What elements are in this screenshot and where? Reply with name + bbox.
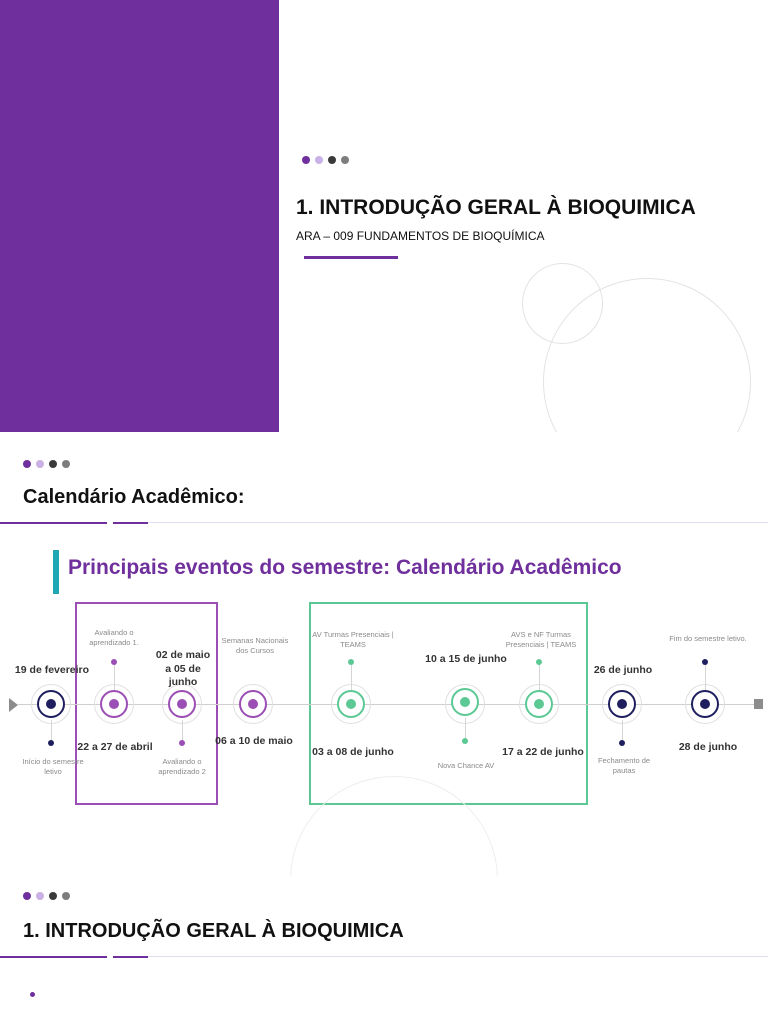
course-subtitle: ARA – 009 FUNDAMENTOS DE BIOQUÍMICA <box>296 229 545 243</box>
dot-purple <box>23 460 31 468</box>
event-date: 03 a 08 de junho <box>312 746 394 758</box>
timeline-node <box>239 690 267 718</box>
dot-gray <box>341 156 349 164</box>
heading-rule-short <box>113 956 148 958</box>
slide-dots-decoration <box>23 892 70 900</box>
timeline-node <box>525 690 553 718</box>
dot-purple <box>302 156 310 164</box>
title-underline <box>304 256 398 259</box>
event-label: AV Turmas Presenciais | TEAMS <box>312 630 394 649</box>
dot-dark <box>328 156 336 164</box>
timeline-node <box>608 690 636 718</box>
slide-dots-decoration <box>302 156 349 164</box>
heading-rule-left <box>0 956 107 958</box>
event-label: Avaliando o aprendizado 1. <box>89 628 139 647</box>
event-date: 28 de junho <box>678 741 738 753</box>
event-date: 10 a 15 de junho <box>425 653 507 665</box>
event-date: 19 de fevereiro <box>14 664 90 676</box>
calendar-slide <box>0 446 768 876</box>
event-label: Início do semestre letivo <box>22 757 84 776</box>
timeline-start-arrow <box>9 698 18 712</box>
heading-rule-thin <box>148 522 768 523</box>
dot-lavender <box>315 156 323 164</box>
dot-purple <box>23 892 31 900</box>
dot-dark <box>49 460 57 468</box>
timeline-end-marker <box>754 699 763 709</box>
dot-gray <box>62 892 70 900</box>
calendar-heading: Calendário Acadêmico: <box>23 486 245 508</box>
event-label: Fim do semestre letivo. <box>669 634 747 643</box>
event-date: 02 de maio a 05 de junho <box>155 649 211 689</box>
event-label: Semanas Nacionais dos Cursos <box>221 636 289 655</box>
dot-lavender <box>36 892 44 900</box>
event-date: 26 de junho <box>593 664 653 676</box>
dot-lavender <box>36 460 44 468</box>
timeline-node <box>691 690 719 718</box>
title-slide <box>0 0 768 432</box>
event-label: Avaliando o aprendizado 2 <box>158 757 206 776</box>
section-slide <box>0 878 768 1024</box>
banner-accent-bar <box>53 550 59 594</box>
heading-rule-thin <box>148 956 768 957</box>
dot-dark <box>49 892 57 900</box>
purple-side-panel <box>0 0 279 432</box>
event-label: Nova Chance AV <box>437 761 495 770</box>
timeline-node <box>168 690 196 718</box>
timeline-node <box>37 690 65 718</box>
timeline-node <box>451 688 479 716</box>
bullet-point <box>30 992 35 997</box>
dot-gray <box>62 460 70 468</box>
section-heading: 1. INTRODUÇÃO GERAL À BIOQUIMICA <box>23 920 404 942</box>
heading-rule-short <box>113 522 148 524</box>
slide-title: 1. INTRODUÇÃO GERAL À BIOQUIMICA <box>296 196 696 219</box>
banner-title: Principais eventos do semestre: Calendário Acadêmico <box>68 556 622 579</box>
slide-dots-decoration <box>23 460 70 468</box>
heading-rule-left <box>0 522 107 524</box>
event-label: AVS e NF Turmas Presenciais | TEAMS <box>505 630 577 649</box>
timeline-node <box>337 690 365 718</box>
event-date: 22 a 27 de abril <box>77 741 153 753</box>
event-date: 06 a 10 de maio <box>215 735 293 747</box>
event-label: Fechamento de pautas <box>597 756 651 775</box>
event-date: 17 a 22 de junho <box>502 746 584 758</box>
timeline-node <box>100 690 128 718</box>
